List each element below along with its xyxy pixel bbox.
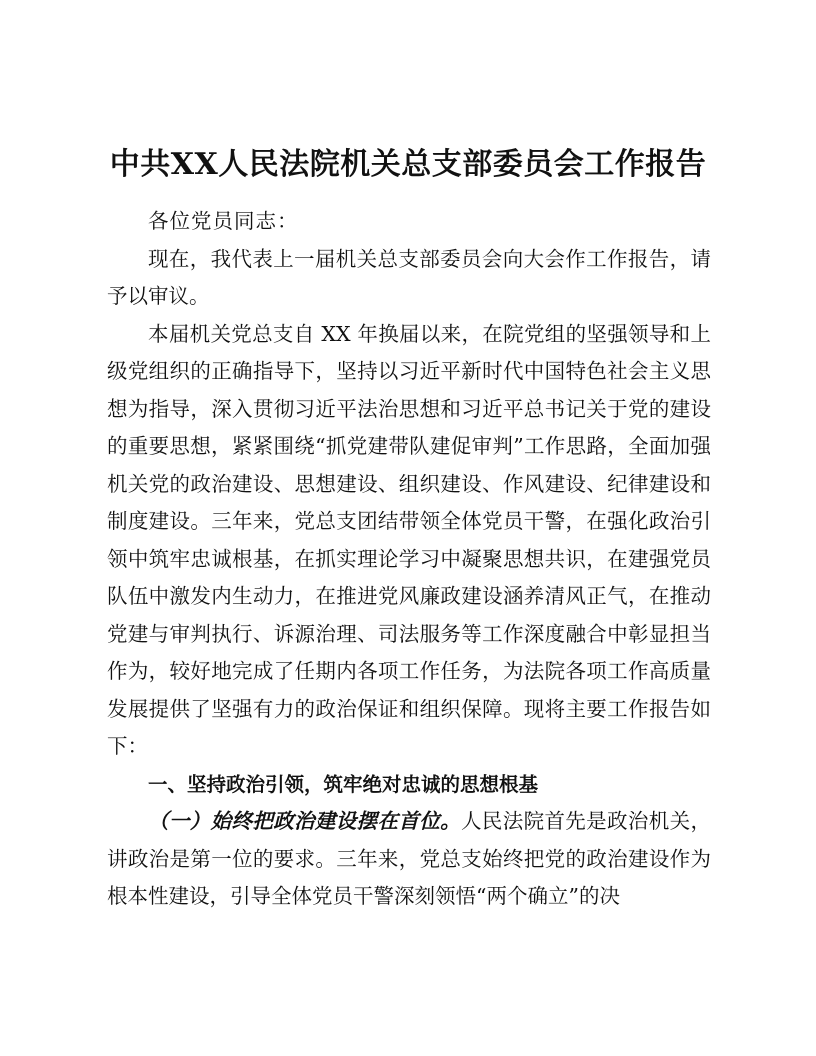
document-title: 中共XX人民法院机关总支部委员会工作报告 bbox=[109, 147, 707, 182]
section-heading: 一、坚持政治引领，筑牢绝对忠诚的思想根基 bbox=[148, 772, 539, 796]
document-body bbox=[107, 203, 711, 916]
greeting: 各位党员同志： bbox=[148, 209, 299, 233]
subsection-text: 人民法院首先是政治机关，讲政治是第一位的要求。三年来，党总支始终把党的政治建设作为根本性建设，引导全体党员干警深刻领悟“两个确立”的决 bbox=[107, 809, 712, 908]
paragraph-summary: 本届机关党总支自 XX 年换届以来，在院党组的坚强领导和上级党组织的正确指导下，坚持以习近平新时代中国特色社会主义思想为指导，深入贯彻习近平法治思想和习近平总书记关于党的建设的重要思想，紧紧围绕“抓党建带队建促审判”工作思路，全面加强机关党的政治建设、思想建设、组织建设、作风建设、纪律建设和制度建设。三年来，党总支团结带领全体党员干警，在强化政治引领中筑牢忠诚根基，在抓实理论学习中凝聚思想共识，在建强党员队伍中激发内生动力，在推进党风廉政建设涵养清风正气，在推动党建与审判执行、诉源治理、司法服务等工作深度融合中彰显担当作为，较好地完成了任期内各项工作任务，为法院各项工作高质量发展提供了坚强有力的政治保证和组织保障。现将主要工作报告如下： bbox=[107, 321, 711, 758]
subsection-heading: （一）始终把政治建设摆在首位。 bbox=[148, 809, 461, 833]
paragraph-intro: 现在，我代表上一届机关总支部委员会向大会作工作报告，请予以审议。 bbox=[107, 246, 711, 308]
paragraph-subsection bbox=[107, 803, 711, 916]
